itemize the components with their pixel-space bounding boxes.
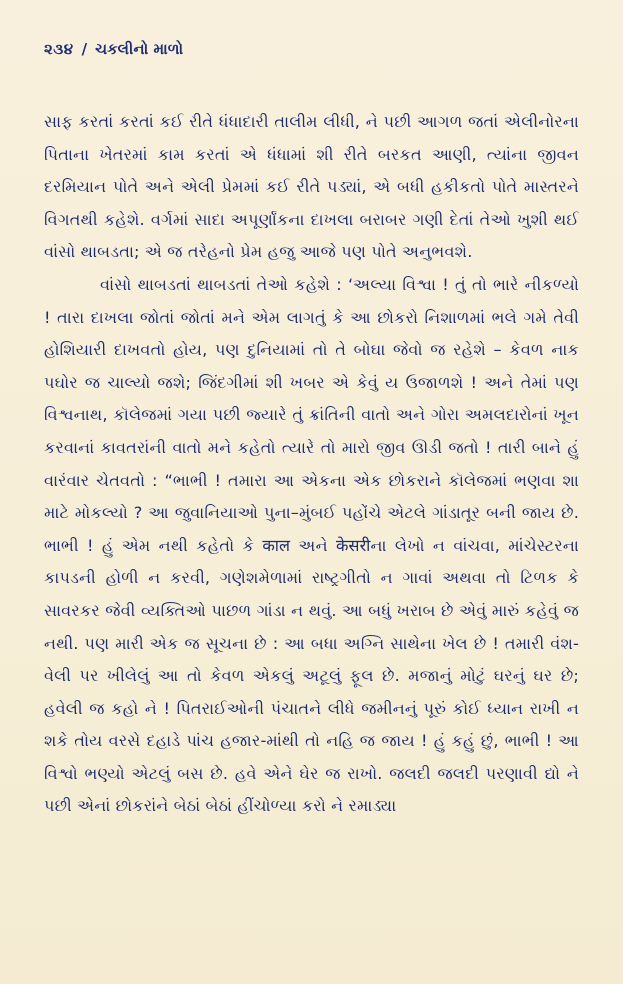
page-number: ૨૩૪	[44, 40, 74, 58]
paragraph: વાંસો થાબડતાં થાબડતાં તેઓ કહેશે : ‘અલ્યા વિશ્વા ! તું તો ભારે નીકળ્યો ! તારા દાખલા જોતાં જોતાં મને એમ લાગતું કે આ છોકરો નિશાળમાં ભલે ગમે તેવી હોશિયારી દાખવતો હોય, પણ દુનિયામાં તો તે બોઘા જેવો જ રહેશે – કેવળ નાક પઘોર જ ચાલ્યો જશે; જિંદગીમાં શી ખબર એ કેવું ય ઉજાળશે ! અને તેમાં પણ વિશ્વનાથ, કૉલેજમાં ગયા પછી જ્યારે તું ક્રાંતિની વાતો અને ગોરા અમલદારોનાં ખૂન કરવાનાં કાવતરાંની વાતો મને કહેતો ત્યારે તો મારો જીવ ઊડી જતો ! તારી બાને હું વારંવાર ચેતવતો : “ભાભી ! તમારા આ એકના એક છોકરાને કૉલેજમાં ભણવા શા માટે મોકલ્યો ? આ જુવાનિયાઓ પુના–મુંબઈ પહોંચે એટલે ગાંડાતૂર બની જાય છે. ભાભી ! હું એમ નથી કહેતો કે काल અને केसरीના લેખો ન વાંચવા, માંચેસ્ટરના કાપડની હોળી ન કરવી, ગણેશમેળામાં રાષ્ટ્રગીતો ન ગાવાં અથવા તો ટિળક કે સાવરકર જેવી વ્યક્તિઓ પાછળ ગાંડા ન થવું. આ બધું ખરાબ છે એવું મારું કહેવું જ નથી. પણ મારી એક જ સૂચના છે : આ બધા અગ્નિ સાથેના ખેલ છે ! તમારી વંશ-વેલી પર ખીલેલું આ તો કેવળ એકલું અટૂલું ફૂલ છે. મજાનું મોટું ઘરનું ઘર છે; હવેલી જ કહો ને ! પિતરાઈઓની પંચાતને લીધે જમીનનું પૂરું કોઈ ધ્યાન રાખી ન શકે તોય વરસે દહાડે પાંચ હજાર-માંથી તો નહિ જ જાય ! હું કહું છું, ભાભી ! આ વિશ્વો ભણ્યો એટલું બસ છે. હવે એને ઘેર જ રાખો. જલદી જલદી પરણાવી દ્યો ને પછી એનાં છોકરાંને બેઠાં બેઠાં હીંચોળ્યા કરો ને રમાડ્યા	[44, 274, 579, 816]
header-separator: /	[81, 40, 88, 58]
book-title: ચકલીનો માળો	[95, 40, 184, 58]
running-head	[44, 40, 579, 66]
paragraph-continued: સાફ કરતાં કરતાં કઈ રીતે ધંધાદારી તાલીમ લીધી, ને પછી આગળ જતાં એલીનોરના પિતાના ખેતરમાં કામ કરતાં એ ધંધામાં શી રીતે બરકત આણી, ત્યાંના જીવન દરમિયાન પોતે અને એલી પ્રેમમાં કઈ રીતે પડ્યાં, એ બધી હકીકતો પોતે માસ્તરને વિગતથી કહેશે. વર્ગમાં સાદા અપૂર્ણાંકના દાખલા બરાબર ગણી દેતાં તેઓ ખુશી થઈ વાંસો થાબડતા; એ જ તરેહનો પ્રેમ હજુ આજે પણ પોતે અનુભવશે.	[44, 112, 579, 262]
body-text	[44, 106, 579, 823]
